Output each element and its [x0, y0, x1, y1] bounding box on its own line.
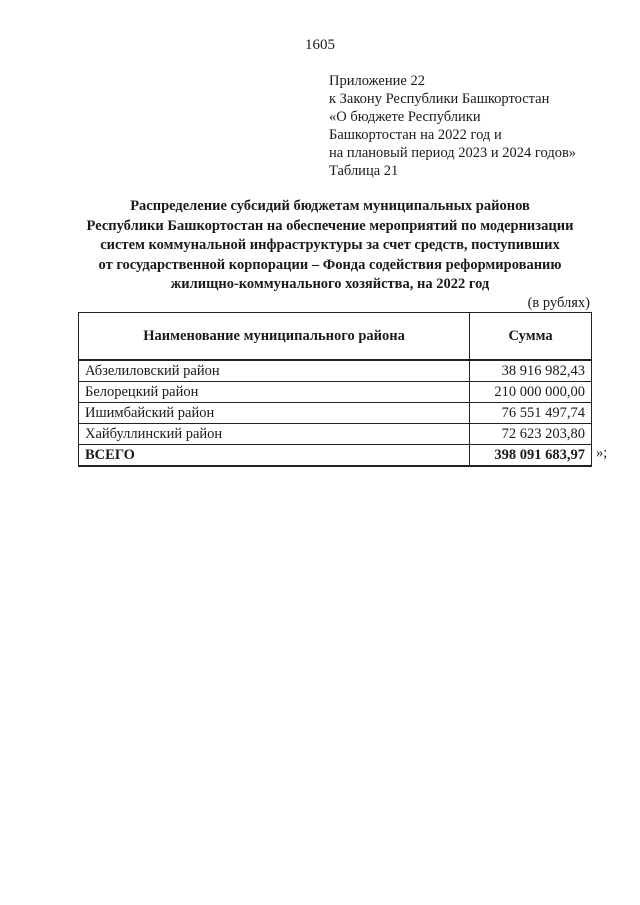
- appendix-reference: [329, 72, 576, 180]
- district-amount: 76 551 497,74: [470, 403, 592, 424]
- title-line: жилищно-коммунального хозяйства, на 2022 год: [170, 276, 490, 292]
- district-name: Белорецкий район: [79, 382, 470, 403]
- title-line: Распределение субсидий бюджетам муниципальных районов: [130, 198, 530, 214]
- district-name: Хайбуллинский район: [79, 424, 470, 445]
- title-line: Республики Башкортостан на обеспечение мероприятий по модернизации: [86, 217, 574, 234]
- table-number: Таблица 21: [329, 163, 399, 179]
- appendix-line: Башкортостан на 2022 год и: [329, 127, 502, 143]
- title-line: от государственной корпорации – Фонда содействия реформированию: [98, 256, 562, 273]
- title-line: систем коммунальной инфраструктуры за счет средств, поступивших: [100, 237, 560, 253]
- total-row: [79, 445, 592, 467]
- units-note: (в рублях): [527, 295, 590, 311]
- appendix-line: «О бюджете Республики: [329, 109, 481, 125]
- total-label: ВСЕГО: [79, 445, 470, 467]
- closing-quote-mark: »;: [596, 445, 608, 461]
- table-row: [79, 424, 592, 445]
- appendix-line: на плановый период 2023 и 2024 годов»: [329, 145, 577, 161]
- appendix-line: к Закону Республики Башкортостан: [329, 91, 550, 107]
- column-header-amount: Сумма: [470, 313, 592, 361]
- table-header-row: [79, 313, 592, 361]
- subsidy-table: [78, 312, 592, 467]
- district-name: Абзелиловский район: [79, 360, 470, 382]
- page-number: 1605: [305, 37, 335, 53]
- appendix-line: Приложение 22: [329, 73, 425, 89]
- district-name: Ишимбайский район: [79, 403, 470, 424]
- district-amount: 210 000 000,00: [470, 382, 592, 403]
- table-row: [79, 382, 592, 403]
- table-row: [79, 360, 592, 382]
- document-title: [60, 197, 600, 295]
- district-amount: 72 623 203,80: [470, 424, 592, 445]
- district-amount: 38 916 982,43: [470, 360, 592, 382]
- column-header-name: Наименование муниципального района: [79, 313, 470, 361]
- table-row: [79, 403, 592, 424]
- total-amount: 398 091 683,97: [470, 445, 592, 467]
